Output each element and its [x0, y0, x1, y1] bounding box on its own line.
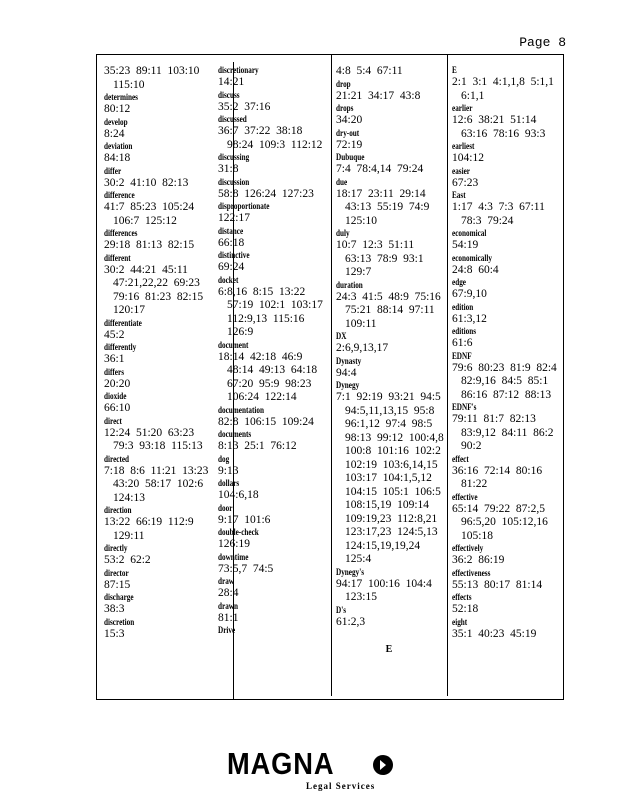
- logo-wordmark: MAGNA: [227, 746, 335, 781]
- index-entry: [452, 302, 564, 327]
- page-line-reference: 109:11: [345, 317, 377, 330]
- index-entry: [336, 79, 448, 104]
- page-line-reference: 4:8 5:4 67:11: [336, 65, 403, 77]
- page-line-reference: 24:3 41:5 48:9 75:16: [336, 290, 441, 303]
- index-entry: [218, 601, 330, 626]
- index-entry: [452, 492, 564, 544]
- index-entry: [104, 416, 216, 454]
- page-line-reference: 104:12: [452, 152, 484, 164]
- index-entry: [218, 152, 330, 177]
- index-term: directly: [104, 543, 128, 553]
- index-term: due: [336, 176, 348, 187]
- index-entry: [104, 454, 216, 506]
- index-entry: [336, 605, 448, 630]
- page-line-reference: 126:19: [218, 538, 250, 550]
- page-line-reference: 124:13: [113, 491, 145, 504]
- page-line-reference: 69:24: [218, 261, 245, 273]
- index-term: easier: [452, 165, 470, 176]
- index-entry: [336, 380, 448, 567]
- page-line-reference: 31:8: [218, 163, 239, 175]
- page-line-reference: 104:15 105:1 106:5: [345, 485, 441, 498]
- index-term: D's: [336, 604, 347, 615]
- page-line-reference: 84:18: [104, 152, 131, 164]
- index-entry: [218, 275, 330, 340]
- index-term: discuss: [218, 89, 240, 100]
- index-term: effectively: [452, 543, 484, 553]
- page-line-reference: 18:17 23:11 29:14: [336, 187, 426, 200]
- index-entry: [104, 228, 216, 253]
- logo-subtitle: Legal Services: [306, 781, 376, 791]
- page-line-reference: 104:6,18: [218, 489, 259, 501]
- page-line-reference: 8:24: [104, 127, 125, 140]
- index-term: differs: [104, 366, 124, 377]
- index-term: drawn: [218, 600, 239, 611]
- index-entry: [452, 103, 564, 141]
- index-term: downtime: [218, 551, 249, 562]
- page-line-reference: 98:13 99:12 100:4,8: [345, 431, 444, 444]
- page-line-reference: 100:8 101:16 102:2: [345, 445, 441, 457]
- page-line-reference: 125:4: [345, 553, 372, 565]
- page-line-reference: 79:16 81:23 82:15: [113, 290, 204, 303]
- index-term: DX: [336, 331, 347, 341]
- index-term: economically: [452, 252, 492, 263]
- page-line-reference: 80:12: [104, 103, 131, 115]
- index-term: determines: [104, 92, 138, 102]
- index-term: effect: [452, 453, 469, 464]
- index-term: documentation: [218, 404, 265, 415]
- index-term: dog: [218, 453, 230, 464]
- page-line-reference: 12:24 51:20 63:23: [104, 426, 195, 439]
- page-line-reference: 67:23: [452, 176, 479, 189]
- page-line-reference: 7:18 8:6 11:21 13:23: [104, 464, 209, 477]
- index-entry: [336, 331, 448, 356]
- page-line-reference: 90:2: [461, 440, 482, 452]
- page-line-reference: 12:6 38:21 51:14: [452, 114, 537, 126]
- page-line-reference: 36:1: [104, 353, 125, 365]
- page-line-reference: 98:24 109:3 112:12: [227, 138, 323, 151]
- index-term: discretion: [104, 616, 135, 627]
- index-entry: [452, 543, 564, 568]
- index-column-4: [452, 65, 564, 641]
- index-entry: [104, 318, 216, 343]
- page-line-reference: 55:13 80:17 81:14: [452, 578, 543, 591]
- index-term: document: [218, 339, 249, 350]
- page-line-reference: 125:10: [345, 214, 377, 227]
- index-term: direction: [104, 505, 132, 515]
- page-line-reference: 24:8 60:4: [452, 263, 499, 276]
- index-term: differ: [104, 165, 122, 176]
- page-line-reference: 48:14 49:13 64:18: [227, 364, 318, 376]
- page-line-reference: 2:6,9,13,17: [336, 342, 389, 354]
- index-term: dry-out: [336, 127, 360, 138]
- index-entry: [452, 351, 564, 403]
- page-line-reference: 106:24 122:14: [227, 391, 297, 403]
- page-line-reference: 86:16 87:12 88:13: [461, 388, 552, 401]
- index-entry: [218, 625, 330, 636]
- page-line-reference: 109:19,23 112:8,21: [345, 512, 438, 525]
- index-term: distinctive: [218, 250, 250, 260]
- index-term: Dynasty: [336, 355, 362, 366]
- index-entry: [218, 65, 330, 90]
- index-term: edge: [452, 277, 466, 287]
- index-term: develop: [104, 116, 128, 127]
- page-line-reference: 61:6: [452, 337, 473, 349]
- index-entry: [336, 356, 448, 381]
- page-line-reference: 61:2,3: [336, 615, 366, 628]
- index-entry: [452, 141, 564, 166]
- page-line-reference: 36:7 37:22 38:18: [218, 125, 303, 137]
- index-term: different: [104, 252, 131, 263]
- right-arrow-circle-icon: [372, 754, 394, 776]
- index-term: earliest: [452, 141, 475, 151]
- page-line-reference: 112:9,13 115:16: [227, 312, 305, 325]
- index-entry: [452, 65, 564, 103]
- page-line-reference: 10:7 12:3 51:11: [336, 239, 415, 251]
- index-entry: [218, 340, 330, 405]
- page-line-reference: 29:18 81:13 82:15: [104, 239, 195, 251]
- page-line-reference: 9:13: [218, 464, 239, 477]
- page-line-reference: 52:18: [452, 603, 479, 615]
- index-entry: [104, 568, 216, 593]
- page-line-reference: 81:22: [461, 478, 488, 490]
- page-line-reference: 82:8 106:15 109:24: [218, 415, 314, 428]
- index-term: disproportionate: [218, 201, 270, 211]
- index-term: editions: [452, 326, 477, 336]
- index-entry: [218, 429, 330, 454]
- index-entry: [336, 103, 448, 128]
- index-entry: [452, 190, 564, 228]
- page-line-reference: 8:13 25:1 76:12: [218, 440, 297, 452]
- index-term: differently: [104, 342, 137, 352]
- index-entry: [104, 141, 216, 166]
- index-entry: [104, 617, 216, 642]
- page-number: Page 8: [519, 35, 566, 50]
- index-term: EDNF: [452, 350, 472, 361]
- page-line-reference: 72:19: [336, 138, 363, 151]
- index-entry: [218, 226, 330, 251]
- index-term: effectiveness: [452, 567, 491, 578]
- magna-logo: [227, 748, 397, 796]
- page-line-reference: 81:1: [218, 611, 239, 624]
- index-entry: [452, 402, 564, 454]
- index-term: director: [104, 567, 129, 578]
- index-term: Dubuque: [336, 152, 365, 162]
- index-term: edition: [452, 301, 474, 312]
- index-term: direct: [104, 415, 122, 426]
- page-line-reference: 79:11 81:7 82:13: [452, 413, 536, 425]
- index-entry: [336, 280, 448, 332]
- index-entry: [104, 65, 216, 92]
- page-line-reference: 120:17: [113, 304, 145, 316]
- index-term: duration: [336, 279, 363, 290]
- index-entry: [218, 552, 330, 577]
- index-entry: [336, 228, 448, 280]
- page-line-reference: 36:2 86:19: [452, 554, 505, 566]
- page-line-reference: 66:10: [104, 402, 131, 414]
- index-entry: [104, 166, 216, 191]
- index-term: EDNF's: [452, 402, 477, 412]
- page-line-reference: 7:1 92:19 93:21 94:5: [336, 391, 441, 403]
- page-line-reference: 45:2: [104, 328, 125, 341]
- index-term: documents: [218, 429, 252, 439]
- page-line-reference: 94:5,11,13,15 95:8: [345, 404, 435, 417]
- page-line-reference: 102:19 103:6,14,15: [345, 458, 438, 471]
- page-line-reference: 124:15,19,19,24: [345, 539, 421, 552]
- index-term: discussion: [218, 176, 250, 187]
- index-term: E: [452, 65, 457, 75]
- page-line-reference: 82:9,16 84:5 85:1: [461, 375, 549, 387]
- page-line-reference: 6:1,1: [461, 89, 485, 102]
- page-line-reference: 18:14 42:18 46:9: [218, 350, 303, 363]
- page-line-reference: 79:6 80:23 81:9 82:4: [452, 361, 557, 374]
- section-letter: E: [385, 644, 393, 655]
- index-entry: [104, 367, 216, 392]
- index-term: duly: [336, 228, 350, 238]
- page-line-reference: 28:4: [218, 587, 239, 599]
- page-line-reference: 106:7 125:12: [113, 214, 177, 227]
- page-line-reference: 105:18: [461, 529, 493, 542]
- index-entry: [452, 166, 564, 191]
- index-entry: [452, 617, 564, 642]
- index-term: effective: [452, 491, 478, 502]
- page-line-reference: 20:20: [104, 377, 131, 390]
- index-entry: [336, 152, 448, 177]
- page-line-reference: 1:17 4:3 7:3 67:11: [452, 201, 545, 213]
- page-line-reference: 78:3 79:24: [461, 214, 514, 227]
- index-entry: [104, 253, 216, 318]
- index-entry: [104, 342, 216, 367]
- index-entry: [452, 253, 564, 278]
- column-divider: [233, 62, 234, 700]
- index-entry: [104, 592, 216, 617]
- index-entry: [452, 326, 564, 351]
- index-entry: [452, 454, 564, 492]
- index-term: docket: [218, 274, 239, 285]
- page-line-reference: 41:7 85:23 105:24: [104, 201, 195, 213]
- page-line-reference: 14:21: [218, 76, 245, 88]
- index-entry: [104, 543, 216, 568]
- page-line-reference: 43:13 55:19 74:9: [345, 201, 430, 213]
- page-line-reference: 67:9,10: [452, 288, 487, 300]
- index-entry: [218, 576, 330, 601]
- page-line-reference: 94:4: [336, 366, 357, 379]
- index-entry: [218, 114, 330, 152]
- index-term: discretionary: [218, 65, 259, 75]
- page-line-reference: 61:3,12: [452, 312, 487, 325]
- index-entry: [218, 405, 330, 430]
- index-entry: [104, 190, 216, 228]
- page-line-reference: 122:17: [218, 212, 250, 224]
- page-line-reference: 35:23 89:11 103:10: [104, 65, 200, 77]
- page-line-reference: 63:16 78:16 93:3: [461, 127, 546, 140]
- page-line-reference: 63:13 78:9 93:1: [345, 252, 424, 265]
- index-entry: [336, 177, 448, 229]
- page-line-reference: 75:21 88:14 97:11: [345, 304, 435, 316]
- index-term: dioxide: [104, 391, 127, 401]
- page-line-reference: 34:20: [336, 114, 363, 126]
- page-line-reference: 67:20 95:9 98:23: [227, 377, 312, 390]
- page-line-reference: 108:15,19 109:14: [345, 499, 430, 511]
- page-line-reference: 96:1,12 97:4 98:5: [345, 418, 433, 430]
- page-line-reference: 83:9,12 84:11 86:2: [461, 426, 554, 439]
- index-entry: [104, 505, 216, 543]
- page-line-reference: 129:7: [345, 266, 372, 278]
- index-entry: [218, 527, 330, 552]
- page-line-reference: 96:5,20 105:12,16: [461, 516, 548, 528]
- index-term: differences: [104, 228, 138, 238]
- index-term: directed: [104, 453, 130, 464]
- index-entry: [452, 592, 564, 617]
- page-line-reference: 15:3: [104, 627, 125, 640]
- page-line-reference: 103:17 104:1,5,12: [345, 472, 432, 484]
- index-term: discussing: [218, 152, 250, 162]
- index-entry: [218, 478, 330, 503]
- page-line-reference: 66:18: [218, 236, 245, 249]
- index-term: earlier: [452, 103, 473, 113]
- page-line-reference: 47:21,22,22 69:23: [113, 277, 200, 289]
- index-term: draw: [218, 576, 234, 586]
- index-entry: [336, 128, 448, 153]
- page-line-reference: 13:22 66:19 112:9: [104, 516, 194, 528]
- index-entry: [218, 503, 330, 528]
- index-frame: [96, 54, 564, 700]
- index-term: differentiate: [104, 317, 142, 328]
- page-line-reference: 129:11: [113, 529, 145, 542]
- page-line-reference: 73:5,7 74:5: [218, 562, 274, 575]
- index-entry: [336, 567, 448, 605]
- index-entry: [218, 90, 330, 115]
- index-column-1: [104, 65, 216, 641]
- column-divider: [331, 54, 332, 696]
- index-term: discharge: [104, 592, 134, 602]
- page-line-reference: 58:8 126:24 127:23: [218, 187, 314, 200]
- index-term: distance: [218, 225, 244, 236]
- page-line-reference: 94:17 100:16 104:4: [336, 577, 432, 590]
- page-line-reference: 6:8,16 8:15 13:22: [218, 285, 306, 298]
- index-entry: [218, 250, 330, 275]
- index-term: Dynegy: [336, 380, 360, 390]
- page-line-reference: 43:20 58:17 102:6: [113, 478, 204, 490]
- index-term: double-check: [218, 527, 259, 537]
- index-entry: [104, 117, 216, 142]
- index-entry: [104, 92, 216, 117]
- index-term: economical: [452, 228, 487, 238]
- index-term: effects: [452, 592, 472, 602]
- page-line-reference: 65:14 79:22 87:2,5: [452, 502, 545, 515]
- index-term: deviation: [104, 141, 133, 151]
- page-line-reference: 30:2 44:21 45:11: [104, 263, 188, 276]
- index-entry: [104, 391, 216, 416]
- index-term: East: [452, 190, 466, 200]
- index-entry: [452, 277, 564, 302]
- index-term: Drive: [218, 625, 236, 635]
- page-line-reference: 38:3: [104, 603, 125, 615]
- page-line-reference: 79:3 93:18 115:13: [113, 440, 203, 452]
- index-term: drops: [336, 103, 354, 113]
- index-term: drop: [336, 78, 351, 89]
- page-line-reference: 126:9: [227, 326, 254, 338]
- index-entry: [218, 177, 330, 202]
- index-column-3: [336, 65, 448, 657]
- page-line-reference: 30:2 41:10 82:13: [104, 176, 189, 189]
- index-term: door: [218, 502, 233, 513]
- index-entry: [336, 65, 448, 79]
- page-line-reference: 21:21 34:17 43:8: [336, 89, 421, 102]
- page-line-reference: 87:15: [104, 578, 131, 591]
- page-line-reference: 35:2 37:16: [218, 100, 271, 113]
- page-line-reference: 115:10: [113, 78, 145, 91]
- page-line-reference: 35:1 40:23 45:19: [452, 627, 537, 640]
- index-entry: [452, 568, 564, 593]
- page-line-reference: 7:4 78:4,14 79:24: [336, 163, 424, 175]
- page-line-reference: 54:19: [452, 239, 479, 251]
- index-term: difference: [104, 190, 135, 200]
- index-entry: [218, 201, 330, 226]
- page-line-reference: 2:1 3:1 4:1,1,8 5:1,1: [452, 76, 554, 88]
- index-term: dollars: [218, 478, 240, 488]
- page-line-reference: 123:15: [345, 591, 377, 603]
- index-column-2: [218, 65, 330, 636]
- index-entry: [218, 454, 330, 479]
- index-term: discussed: [218, 114, 247, 124]
- page-line-reference: 57:19 102:1 103:17: [227, 299, 323, 311]
- index-entry: [452, 228, 564, 253]
- page-line-reference: 36:16 72:14 80:16: [452, 464, 543, 477]
- page-line-reference: 9:17 101:6: [218, 513, 271, 526]
- page-line-reference: 53:2 62:2: [104, 554, 151, 566]
- index-term: Dynegy's: [336, 566, 365, 577]
- index-term: eight: [452, 616, 468, 627]
- page-line-reference: 123:17,23 124:5,13: [345, 526, 438, 538]
- column-divider: [447, 54, 448, 696]
